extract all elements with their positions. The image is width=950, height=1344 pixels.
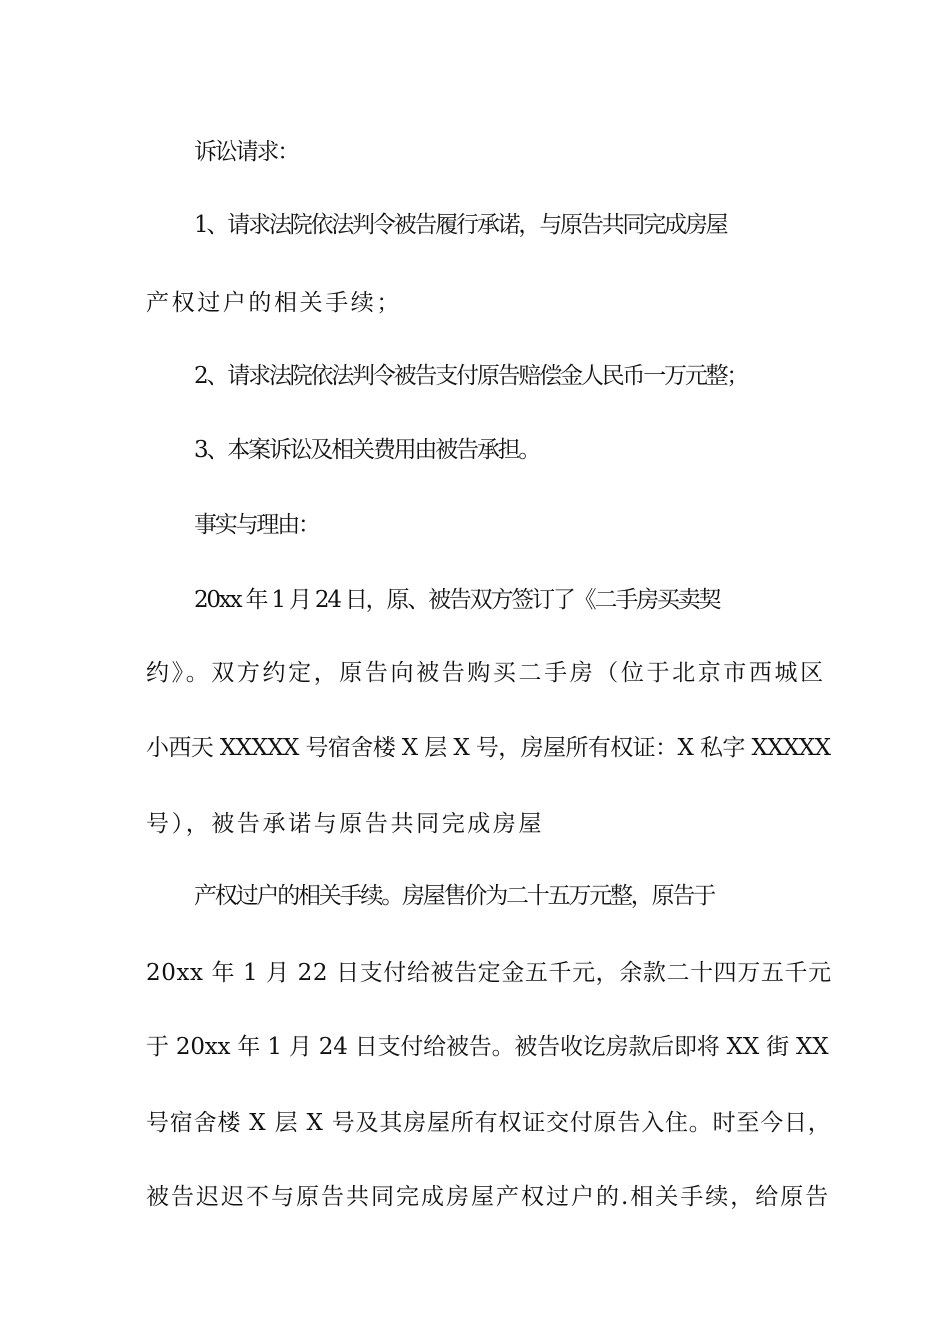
paragraph-line: 20xx 年 1 月 22 日支付给被告定金五千元，余款二十四万五千元 xyxy=(146,960,832,986)
paragraph-line: 号宿舍楼 X 层 X 号及其房屋所有权证交付原告入住。时至今日， xyxy=(146,1110,832,1136)
paragraph-line: 小西天 XXXXX 号宿舍楼 X 层 X 号，房屋所有权证：X 私字 XXXXX xyxy=(146,735,831,761)
paragraph-line: 产权过户的相关手续； xyxy=(146,290,402,316)
section-heading-facts: 事实与理由： xyxy=(194,512,319,538)
paragraph-line: 2、请求法院依法判令被告支付原告赔偿金人民币一万元整； xyxy=(194,363,748,389)
paragraph-line: 约》。双方约定，原告向被告购买二手房（位于北京市西城区 xyxy=(146,660,826,686)
section-heading-claims: 诉讼请求： xyxy=(194,139,299,165)
paragraph-line: 1、请求法院依法判令被告履行承诺，与原告共同完成房屋 xyxy=(194,212,727,238)
paragraph-line: 3、本案诉讼及相关费用由被告承担。 xyxy=(194,437,540,463)
paragraph-line: 于 20xx 年 1 月 24 日支付给被告。被告收讫房款后即将 XX 街 XX xyxy=(146,1034,829,1060)
paragraph-line: 20xx 年 1 月 24 日，原、被告双方签订了《二手房买卖契 xyxy=(194,587,720,613)
paragraph-line: 号），被告承诺与原告共同完成房屋 xyxy=(146,811,545,837)
paragraph-line: 被告迟迟不与原告共同完成房屋产权过户的.相关手续，给原告 xyxy=(146,1184,831,1210)
paragraph-line: 产权过户的相关手续。房屋售价为二十五万元整，原告于 xyxy=(194,883,715,909)
